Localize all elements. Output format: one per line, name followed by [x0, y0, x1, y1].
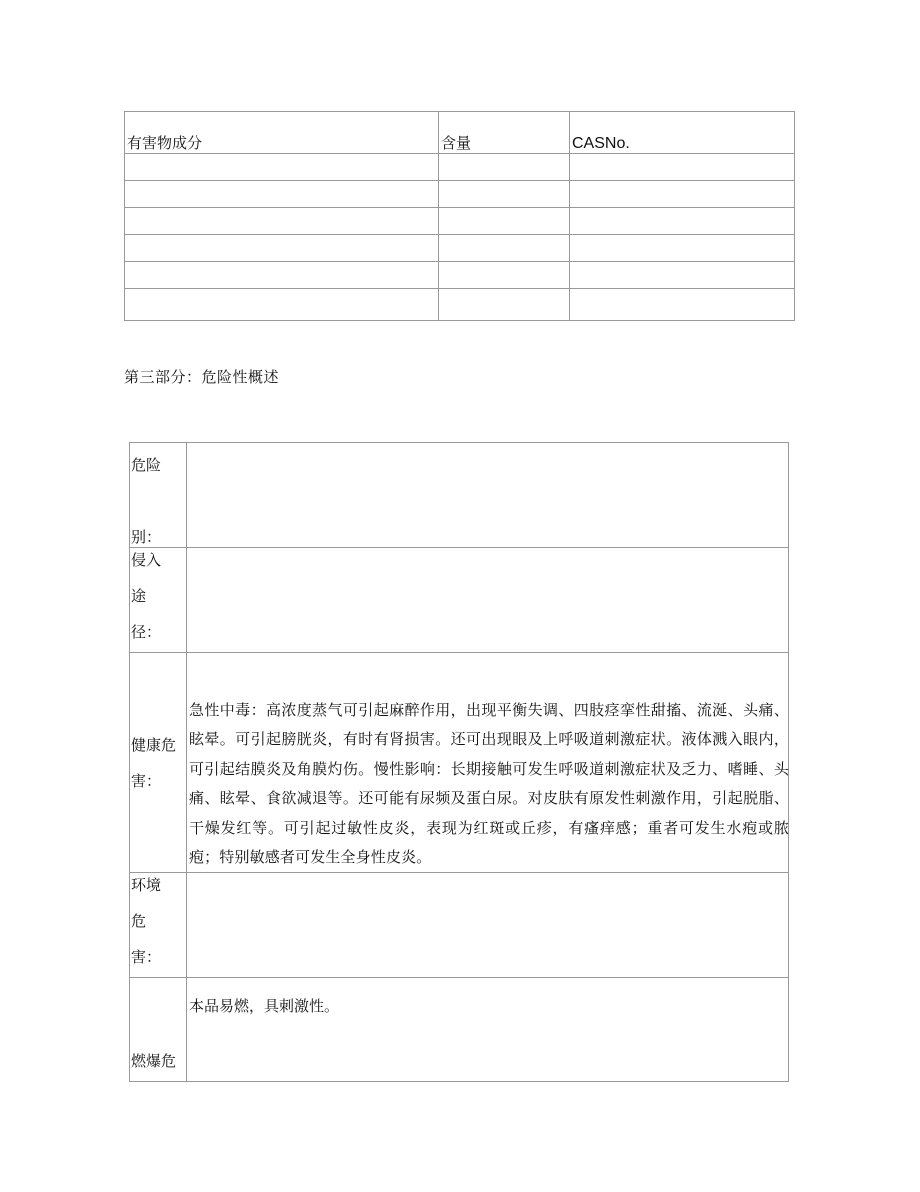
cell-content	[439, 289, 570, 321]
table-row	[125, 154, 795, 181]
cell-component	[125, 181, 439, 208]
exposure-route-label-line2: 途	[131, 587, 147, 605]
cell-content	[439, 235, 570, 262]
cell-content	[439, 208, 570, 235]
header-component: 有害物成分	[125, 112, 439, 154]
health-hazard-cell	[187, 653, 789, 873]
environmental-hazard-label-line2: 危	[131, 912, 147, 931]
composition-header-row	[125, 112, 795, 154]
hazard-overview-table	[129, 442, 789, 1082]
table-row	[125, 289, 795, 321]
fire-explosion-hazard-text: 本品易燃，具刺激性。	[189, 997, 340, 1016]
cell-cas	[570, 181, 795, 208]
table-row	[125, 235, 795, 262]
exposure-route-value	[187, 548, 789, 653]
health-hazard-row	[130, 653, 789, 873]
health-hazard-label-line2: 害：	[131, 771, 162, 790]
fire-explosion-hazard-label	[130, 978, 187, 1082]
hazard-class-label-line2: 别：	[131, 528, 162, 546]
hazard-class-label-line1: 危险	[131, 456, 162, 474]
exposure-route-label-line1: 侵入	[131, 551, 162, 569]
environmental-hazard-label-line3: 害：	[131, 948, 162, 967]
cell-component	[125, 154, 439, 181]
hazard-class-label	[130, 443, 187, 548]
cell-content	[439, 154, 570, 181]
health-hazard-label-line1: 健康危	[131, 735, 177, 754]
environmental-hazard-label-line1: 环境	[131, 876, 162, 895]
hazard-class-value	[187, 443, 789, 548]
cell-component	[125, 208, 439, 235]
exposure-route-row	[130, 548, 789, 653]
fire-explosion-hazard-label-line1: 燃爆危	[131, 1052, 177, 1071]
exposure-route-label-line3: 径：	[131, 623, 162, 641]
fire-explosion-hazard-cell	[187, 978, 789, 1082]
exposure-route-label	[130, 548, 187, 653]
header-content: 含量	[439, 112, 570, 154]
cell-cas	[570, 262, 795, 289]
hazard-class-row	[130, 443, 789, 548]
cell-content	[439, 181, 570, 208]
environmental-hazard-row	[130, 873, 789, 978]
cell-content	[439, 262, 570, 289]
table-row	[125, 181, 795, 208]
composition-table	[124, 111, 795, 321]
header-cas-number: CASNo.	[570, 112, 795, 154]
table-row	[125, 208, 795, 235]
cell-cas	[570, 154, 795, 181]
cell-component	[125, 289, 439, 321]
cell-cas	[570, 208, 795, 235]
environmental-hazard-label	[130, 873, 187, 978]
environmental-hazard-value	[187, 873, 789, 978]
cell-cas	[570, 289, 795, 321]
fire-explosion-hazard-row	[130, 978, 789, 1082]
cell-component	[125, 262, 439, 289]
section-title: 第三部分：危险性概述	[124, 368, 280, 386]
health-hazard-label	[130, 653, 187, 873]
table-row	[125, 262, 795, 289]
health-hazard-text: 急性中毒：高浓度蒸气可引起麻醉作用，出现平衡失调、四肢痉挛性甜搐、流涎、头痛、眩晕。可引起膀胱炎，有时有肾损害。还可出现眼及上呼吸道刺激症状。液体溅入眼内，可引起结膜炎及角膜灼伤。慢性影响：长期接触可发生呼吸道刺激症状及乏力、嗜睡、头痛、眩晕、食欲减退等。还可能有尿频及蛋白尿。对皮肤有原发性刺激作用，引起脱脂、干燥发红等。可引起过敏性皮炎，表现为红斑或丘疹，有瘙痒感；重者可发生水疱或脓疱；特别敏感者可发生全身性皮炎。	[189, 701, 789, 867]
cell-cas	[570, 235, 795, 262]
cell-component	[125, 235, 439, 262]
